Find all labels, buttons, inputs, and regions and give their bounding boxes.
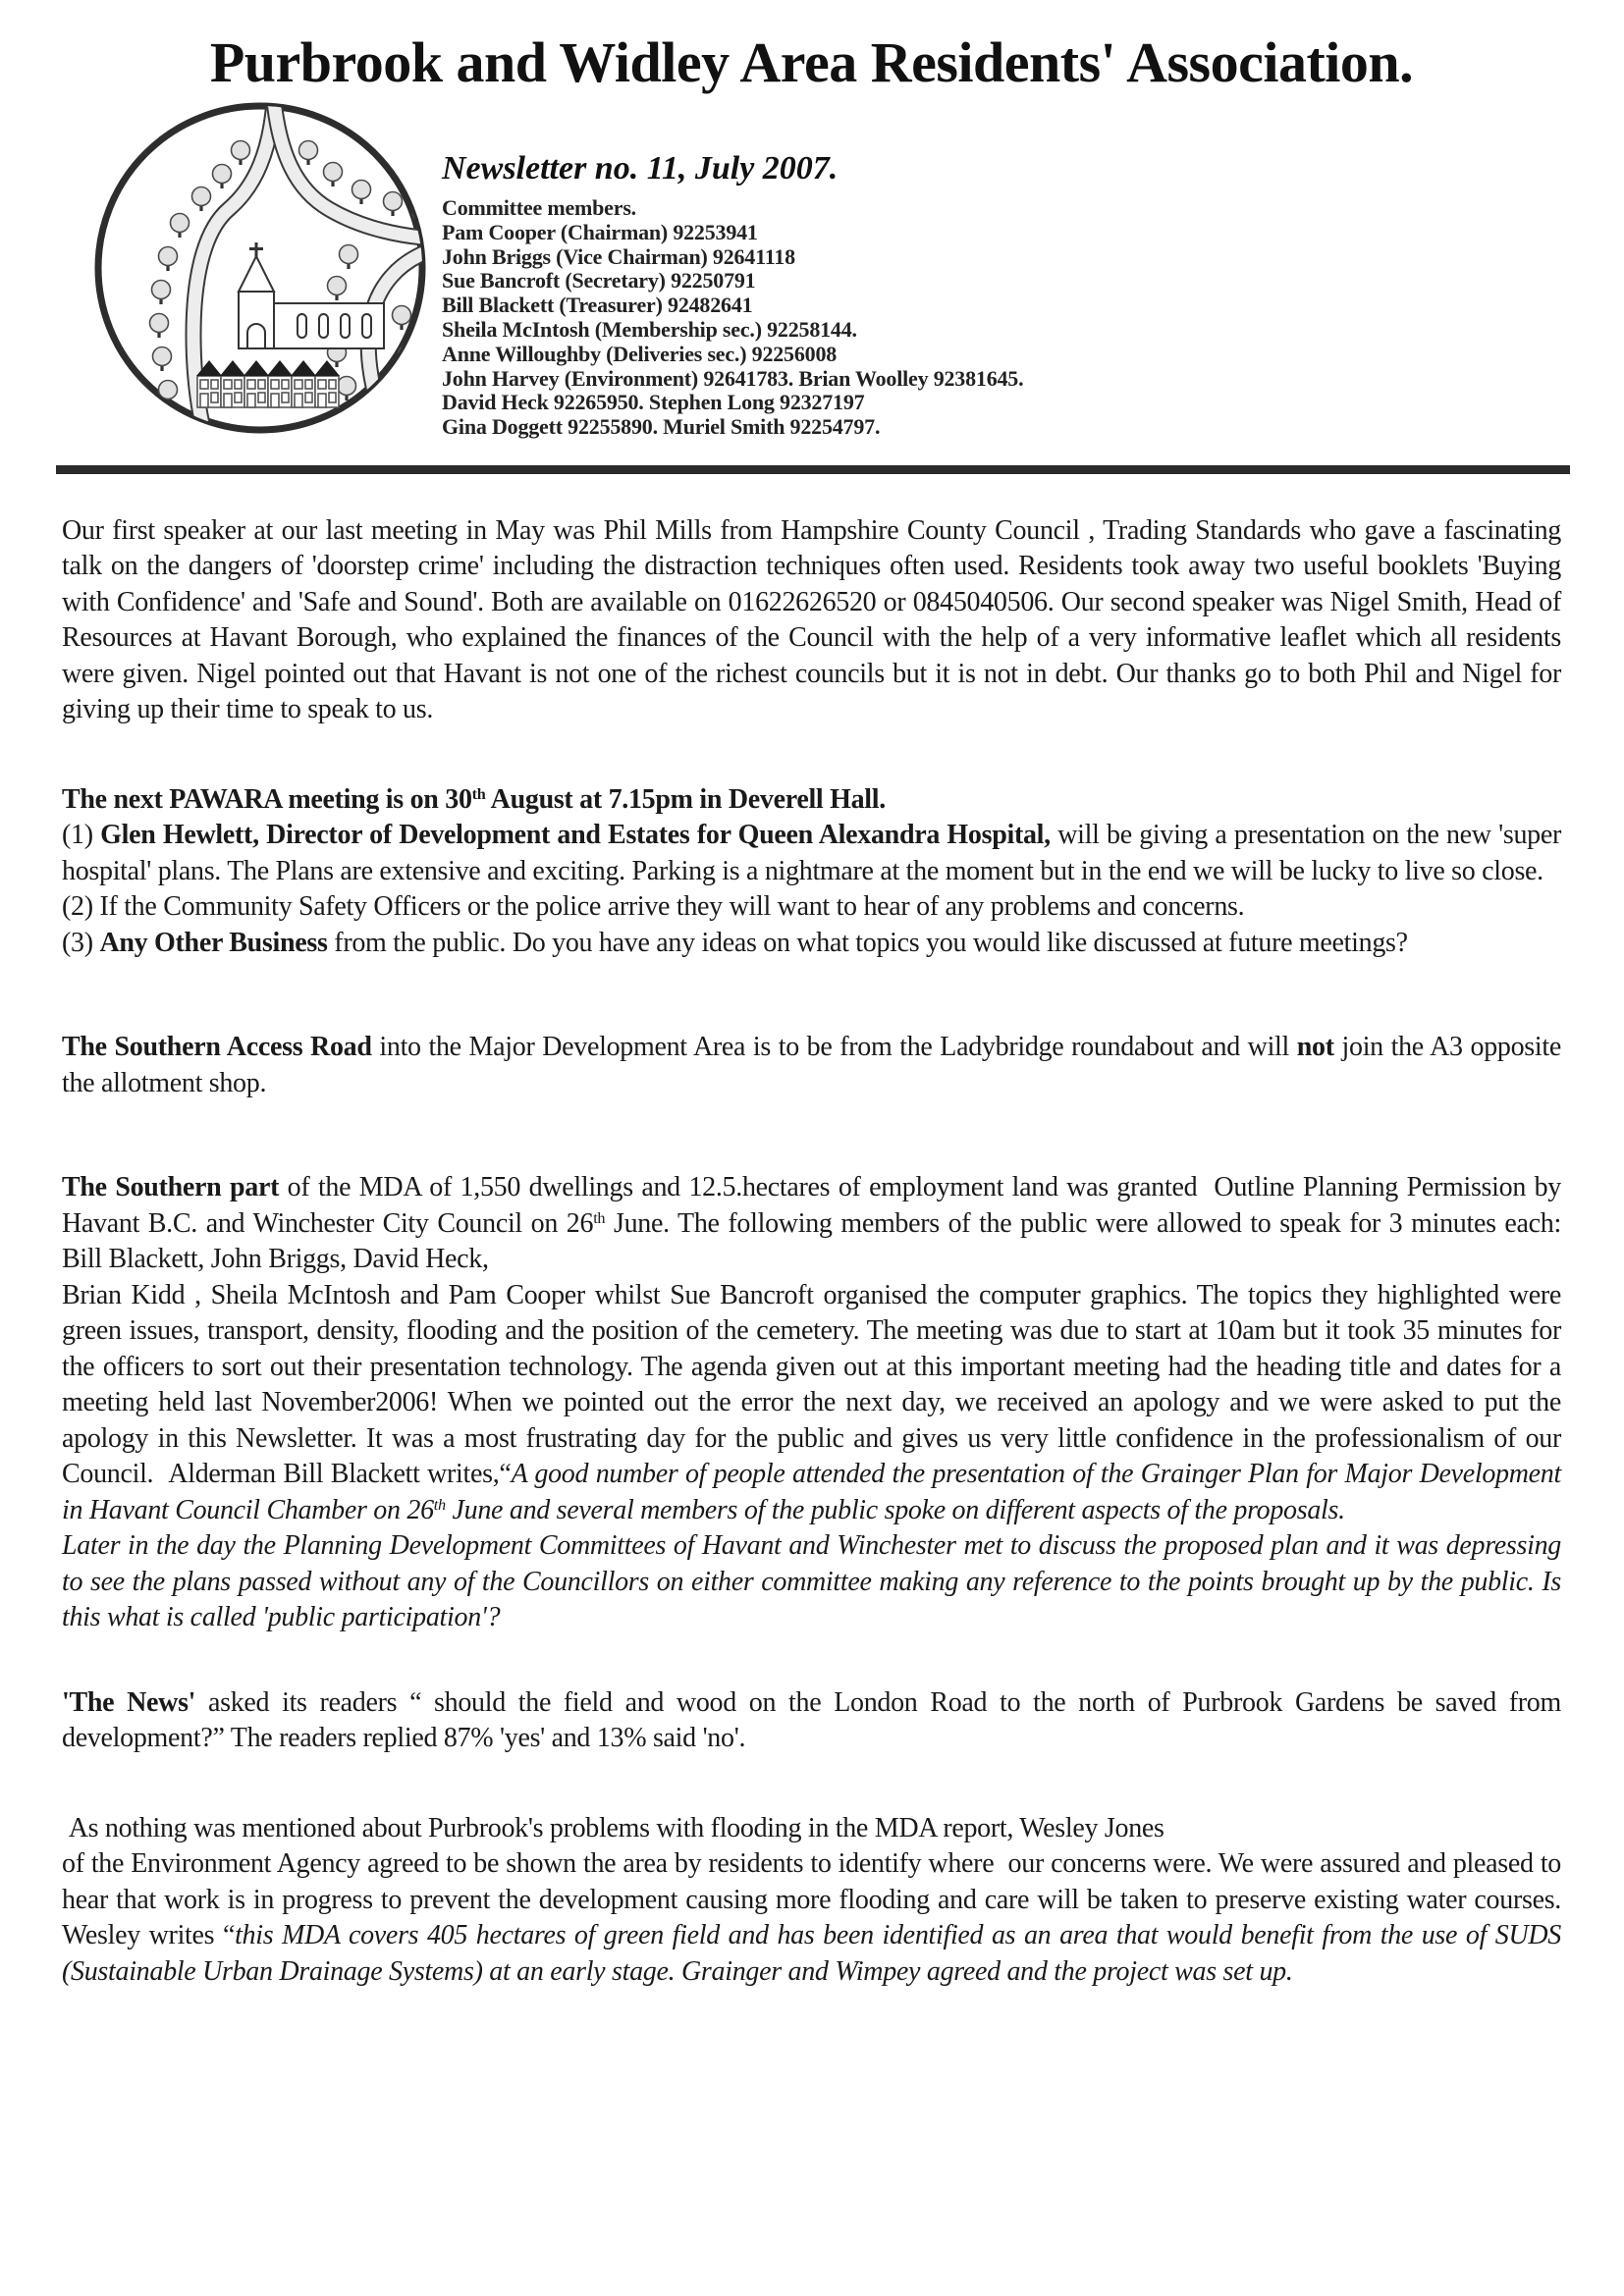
southern-part-text-cont: June. The following members of the public were allowed to speak for 3 minutes each: Bill Blackett, John Briggs, David Heck, bbox=[62, 1207, 1561, 1275]
paragraph-agenda-item-2 bbox=[62, 889, 1561, 926]
item-topic: Any Other Business bbox=[99, 927, 328, 958]
meeting-heading-text-cont: August at 7.15pm in Deverell Hall. bbox=[485, 783, 886, 815]
item-text: (2) If the Community Safety Officers or the police arrive they will want to hear of any problems and concerns. bbox=[62, 891, 1245, 923]
speakers-text: Our first speaker at our last meeting in May was Phil Mills from Hampshire County Council , Trading Standards who gave a fascinating talk on the dangers of 'doorstep crime' including the distraction techniques often used. Residents took away two useful booklets 'Buying with Confidence' and 'Safe and Sound'. Both are available on 01622626520 or 0845040506. Our second speaker was Nigel Smith, Head of Resources at Havant Borough, who explained the finances of the Council with the help of a very informative leaflet which all residents were given. Nigel pointed out that Havant is not one of the richest councils but it is not in debt. Our thanks go to both Phil and Nigel for giving up their time to speak to us. bbox=[62, 514, 1561, 725]
item-speaker-name: Glen Hewlett, Director of Development and Estates for Queen Alexandra Hospital, bbox=[100, 820, 1051, 851]
access-road-lead: The Southern Access Road bbox=[62, 1032, 372, 1063]
committee-member: Sue Bancroft (Secretary) 92250791 bbox=[442, 268, 756, 294]
paragraph-agenda-item-3 bbox=[62, 926, 1561, 962]
header-info bbox=[442, 99, 1023, 440]
committee-member: Sheila McIntosh (Membership sec.) 92258144. bbox=[442, 316, 857, 342]
wesley-quote: this MDA covers 405 hectares of green field and has been identified as an area that would benefit from the use of SUDS (Sustainable Urban Drainage Systems) at an early stage. Grainger and Wimpey agreed and the project was set up. bbox=[62, 1920, 1561, 1987]
item-text: will be giving a presentation on the new 'super hospital' plans. The Plans are extensive and exciting. Parking is a nightmare at the moment but in the end we will be lucky to live so close. bbox=[62, 820, 1562, 886]
committee-member: Pam Cooper (Chairman) 92253941 bbox=[442, 219, 758, 244]
item-text: from the public. Do you have any ideas on what topics you would like discussed at future meetings? bbox=[327, 927, 1408, 958]
access-road-text-cont: join the A3 opposite the allotment shop. bbox=[62, 1032, 1561, 1098]
item-number: (1) bbox=[62, 820, 101, 851]
header-divider bbox=[56, 465, 1570, 474]
item-number: (3) bbox=[62, 927, 100, 958]
blackett-quote-second: Later in the day the Planning Development Committees of Havant and Winchester met to discuss the proposed plan and it was depressing to see the plans passed without any of the Councillors on either committee making any reference to the points brought up by the public. Is this what is called 'public participation'? bbox=[62, 1530, 1561, 1633]
committee-member: John Harvey (Environment) 92641783. Brian Woolley 92381645. bbox=[442, 365, 1024, 391]
page-title: Purbrook and Widley Area Residents' Association. bbox=[209, 30, 1414, 94]
association-logo bbox=[91, 99, 430, 438]
paragraph-meeting-heading: The next PAWARA meeting is on 30th August at 7.15pm in Deverell Hall. bbox=[62, 783, 886, 815]
blackett-quote-cont: June and several members of the public spoke on different aspects of the proposals. bbox=[445, 1494, 1345, 1525]
paragraph-southern-part: The Southern part of the MDA of 1,550 dwellings and 12.5.hectares of employment land was granted Outline Planning Permission by Havant B.C. and Winchester City Council on 26th June. The following members of the public were allowed to speak for 3 minutes each: Bill Blackett, John Briggs, David Heck, Brian Kidd , Sheila McIntosh and Pam Cooper whilst Sue Bancroft organised the computer graphics. The topics they highlighted were green issues, transport, density, flooding and the position of the cemetery. The meeting was due to start at 10am but it took 35 minutes for the officers to sort out their presentation technology. The agenda given out at this important meeting had the heading title and dates for a meeting held last November2006! When we pointed out the error the next day, we received an apology and we were asked to put the apology in this Newsletter. It was a most frustrating day for the public and gives us very little confidence in the professionalism of our Council. Alderman Bill Blackett writes,“A good number of people attended the presentation of the Grainger Plan for Major Development in Havant Council Chamber on 26th June and several members of the public spoke on different aspects of the proposals. bbox=[62, 1172, 1561, 1525]
blackett-quote: A good number of people attended the presentation of the Grainger Plan for Major Development in Havant Council Chamber on 26 bbox=[62, 1459, 1561, 1525]
committee-member: Anne Willoughby (Deliveries sec.) 92256008 bbox=[442, 341, 838, 366]
committee-heading: Committee members. bbox=[442, 195, 636, 220]
access-road-text: into the Major Development Area is to be from the Ladybridge roundabout and will bbox=[371, 1032, 1297, 1063]
committee-member: David Heck 92265950. Stephen Long 92327197 bbox=[442, 390, 865, 415]
flooding-text-cont: of the Environment Agency agreed to be shown the area by residents to identify where our concerns were. We were assured and pleased to hear that work is in progress to prevent the development causing more flooding and care will be taken to preserve existing water courses. Wesley writes “ bbox=[62, 1848, 1561, 1951]
southern-part-text-cont2: Brian Kidd , Sheila McIntosh and Pam Cooper whilst Sue Bancroft organised the computer graphics. The topics they highlighted were green issues, transport, density, flooding and the position of the cemetery. The meeting was due to start at 10am but it took 35 minutes for the officers to sort out their presentation technology. The agenda given out at this important meeting had the heading title and dates for a meeting held last November2006! When we pointed out the error the next day, we received an apology and we were asked to put the apology in this Newsletter. It was a most frustrating day for the public and gives us very little confidence in the professionalism of our Council. Alderman Bill Blackett writes,“ bbox=[62, 1279, 1561, 1490]
paragraph-later-in-day bbox=[62, 1528, 1561, 1636]
committee-member: Bill Blackett (Treasurer) 92482641 bbox=[442, 293, 753, 318]
paragraph-agenda-item-1 bbox=[62, 818, 1561, 889]
southern-part-text: of the MDA of 1,550 dwellings and 12.5.hectares of employment land was granted Outline Planning Permission by Havant B.C. and Winchester City Council on 26 bbox=[62, 1172, 1561, 1239]
header bbox=[62, 99, 1561, 440]
southern-part-lead: The Southern part bbox=[62, 1172, 280, 1203]
meeting-heading-text: The next PAWARA meeting is on 30 bbox=[62, 783, 472, 815]
newsletter-body bbox=[62, 513, 1561, 1991]
news-text: asked its readers “ should the field and wood on the London Road to the north of Purbrook Gardens be saved from development?” The readers replied 87% 'yes' and 13% said 'no'. bbox=[62, 1686, 1561, 1754]
paragraph-flooding bbox=[62, 1811, 1561, 1991]
access-road-emphasis: not bbox=[1296, 1032, 1334, 1063]
paragraph-speakers bbox=[62, 513, 1561, 728]
committee-member: John Briggs (Vice Chairman) 92641118 bbox=[442, 243, 795, 269]
paragraph-access-road bbox=[62, 1030, 1561, 1101]
newsletter-title: Newsletter no. 11, July 2007. bbox=[442, 150, 839, 187]
flooding-text: As nothing was mentioned about Purbrook's problems with flooding in the MDA report, Wesley Jones bbox=[62, 1812, 1164, 1843]
news-lead: 'The News' bbox=[62, 1686, 196, 1718]
paragraph-news-poll bbox=[62, 1685, 1561, 1757]
committee-member: Gina Doggett 92255890. Muriel Smith 92254797. bbox=[442, 414, 881, 440]
